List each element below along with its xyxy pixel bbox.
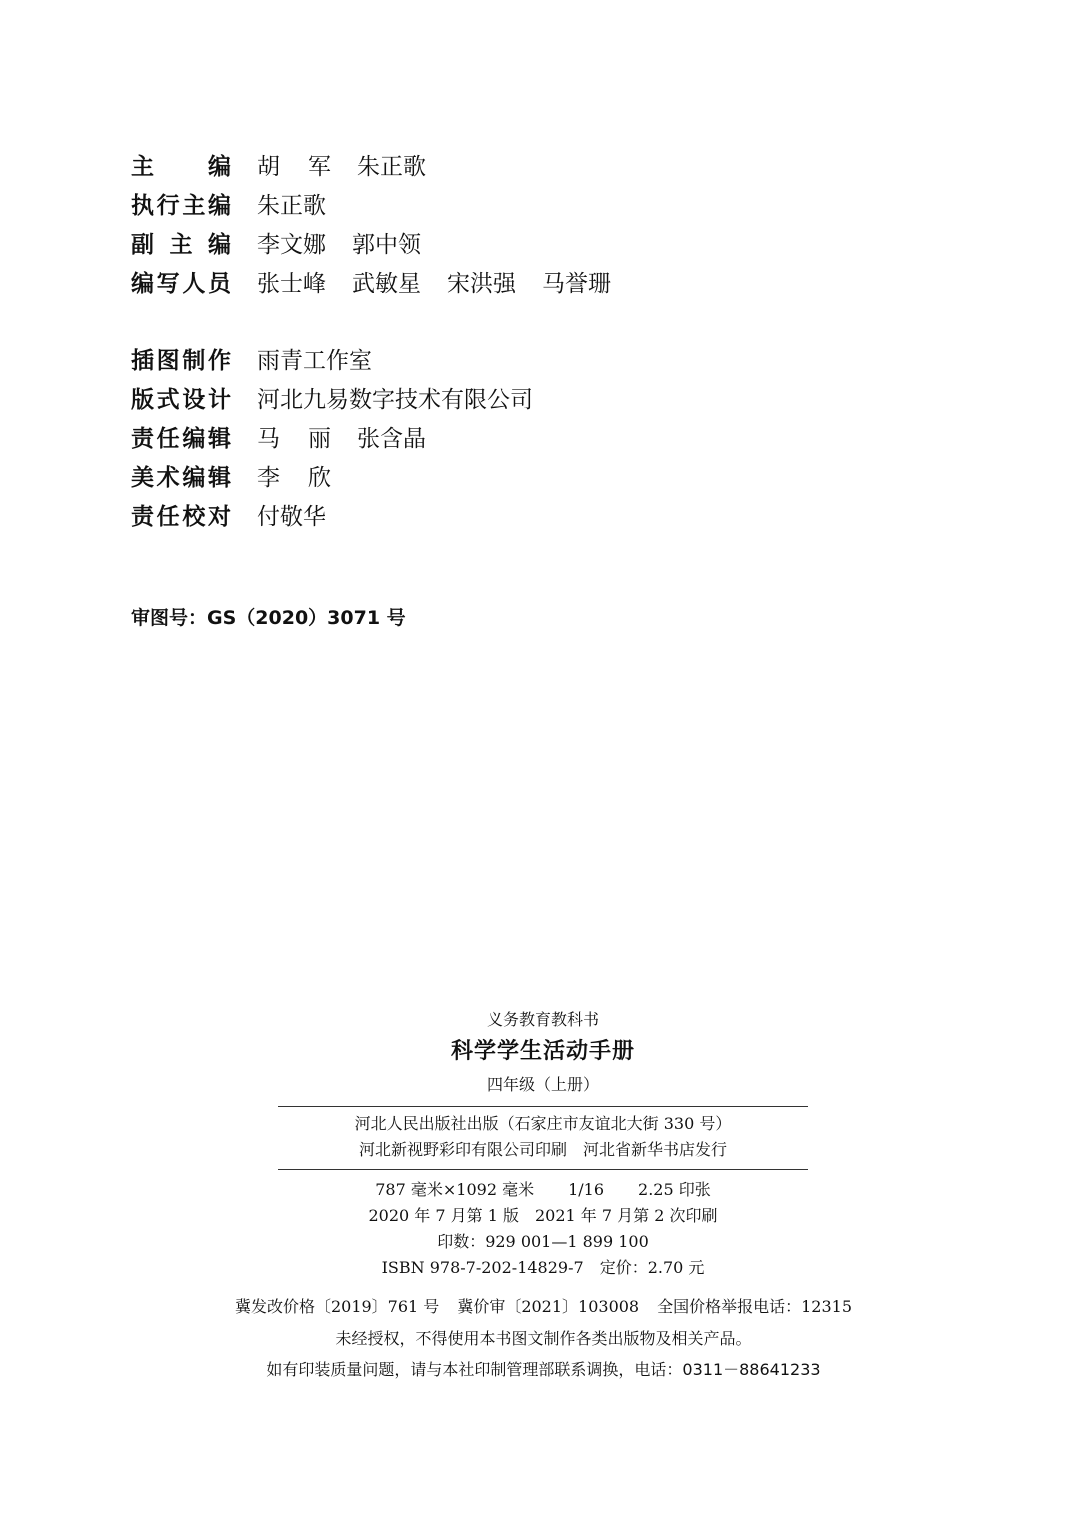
credit-person: 朱正歌 [257,193,326,219]
credit-chief-editor [131,148,611,187]
quality-notice: 如有印装质量问题，请与本社印制管理部联系调换，电话：0311－88641233 [266,1360,821,1379]
spec-block [278,1170,808,1281]
credit-values [257,459,331,498]
credit-person: 胡 军 [257,154,331,180]
sheet-fraction: 1/16 [568,1180,605,1199]
credit-label: 主 编 [131,154,231,180]
publisher: 河北人民出版社出版（石家庄市友谊北大街 330 号） [354,1114,732,1133]
edition-line [278,1203,808,1229]
paper-format: 787 毫米×1092 毫米 [375,1180,535,1199]
credit-person: 河北九易数字技术有限公司 [257,387,533,413]
credit-person: 朱正歌 [357,154,426,180]
credit-proofreader [131,498,611,537]
map-review-number: 审图号：GS（2020）3071 号 [131,607,406,629]
price-approval-line [0,1294,1087,1317]
credit-person: 付敬华 [257,504,326,530]
credit-person: 雨青工作室 [257,348,372,374]
format-line [278,1177,808,1203]
credit-person: 郭中领 [352,232,421,258]
price-hotline: 全国价格举报电话：12315 [657,1297,853,1316]
printer-distributor: 河北新视野彩印有限公司印刷 河北省新华书店发行 [358,1140,727,1159]
printed-sheets: 2.25 印张 [638,1180,711,1199]
edition: 2020 年 7 月第 1 版 [368,1206,519,1225]
credit-art-editor [131,459,611,498]
credit-values [257,342,372,381]
credit-label: 责 任 校 对 [131,504,231,530]
publisher-block [278,1107,808,1169]
credit-values [257,226,421,265]
credit-values [257,498,326,537]
grade-volume: 四年级（上册） [486,1075,599,1094]
isbn-price-line [278,1255,808,1281]
credit-label: 插 图 制 作 [131,348,231,374]
credit-person: 武敏星 [352,271,421,297]
colophon [278,1006,808,1281]
credit-person: 马 丽 [257,426,331,452]
credit-illustration [131,342,611,381]
isbn: ISBN 978-7-202-14829-7 [381,1258,584,1277]
group-spacer [131,304,611,342]
credit-person: 张士峰 [257,271,326,297]
print-run: 印数：929 001—1 899 100 [437,1232,649,1251]
printing: 2021 年 7 月第 2 次印刷 [535,1206,718,1225]
credit-values [257,148,426,187]
price-review: 冀价审〔2021〕103008 [457,1297,640,1316]
credit-executive-editor [131,187,611,226]
price-approval: 冀发改价格〔2019〕761 号 [234,1297,440,1316]
credit-layout-design [131,381,611,420]
credit-values [257,265,611,304]
credit-deputy-editor [131,226,611,265]
credit-label: 编 写 人 员 [131,271,231,297]
credit-label: 责 任 编 辑 [131,426,231,452]
credit-responsible-editor [131,420,611,459]
price: 定价：2.70 元 [599,1258,705,1277]
credit-values [257,420,426,459]
copyright-notice: 未经授权，不得使用本书图文制作各类出版物及相关产品。 [335,1329,752,1348]
credit-label: 副 主 编 [131,232,231,258]
credits-list [131,148,611,537]
credit-person: 张含晶 [357,426,426,452]
credit-person: 宋洪强 [447,271,516,297]
book-title: 科学学生活动手册 [450,1039,635,1064]
credit-writers [131,265,611,304]
credit-values [257,381,533,420]
credit-values [257,187,326,226]
credit-label: 执 行 主 编 [131,193,231,219]
credit-label: 美 术 编 辑 [131,465,231,491]
series-name: 义务教育教科书 [486,1010,599,1029]
credit-label: 版 式 设 计 [131,387,231,413]
credit-person: 李 欣 [257,465,331,491]
credit-person: 李文娜 [257,232,326,258]
credit-person: 马誉珊 [542,271,611,297]
